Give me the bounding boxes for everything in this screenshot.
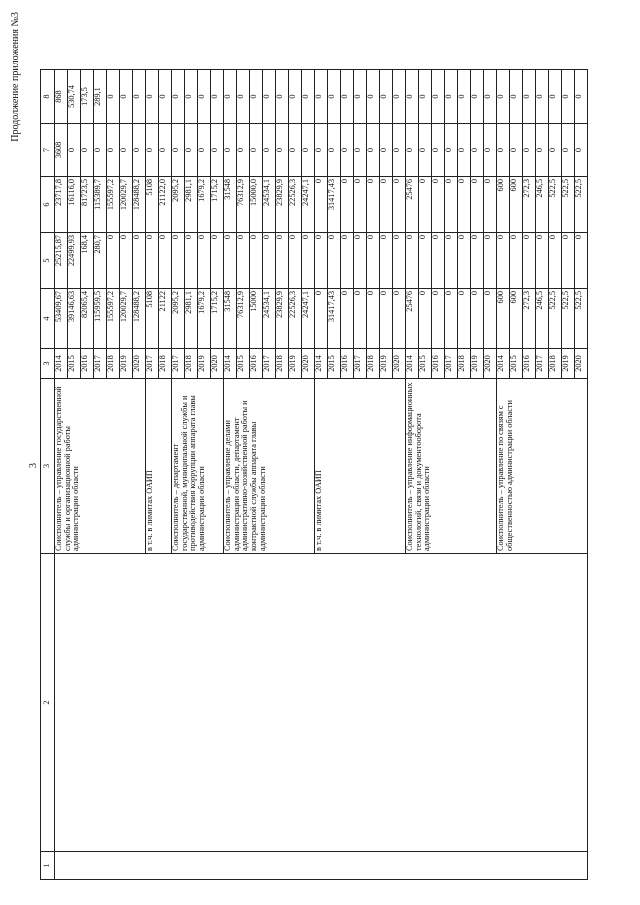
value-cell: 128488,2 [133, 289, 146, 349]
value-cell: 0 [523, 233, 536, 289]
year-cell: 2020 [575, 349, 588, 379]
value-cell: 0 [380, 70, 393, 124]
value-cell: 2981,1 [185, 289, 198, 349]
year-cell: 2014 [224, 349, 237, 379]
value-cell: 53409,67 [55, 289, 68, 349]
value-cell: 0 [458, 289, 471, 349]
value-cell: 0 [419, 124, 432, 177]
year-cell: 2017 [445, 349, 458, 379]
year-cell: 2016 [81, 349, 94, 379]
value-cell: 0 [432, 233, 445, 289]
value-cell: 0 [198, 70, 211, 124]
value-cell: 0 [393, 177, 406, 233]
year-cell: 2019 [120, 349, 133, 379]
value-cell: 0 [159, 124, 172, 177]
value-cell: 21122 [159, 289, 172, 349]
executor-label: в т.ч. в лимитах ОАИП [315, 379, 406, 554]
value-cell: 0 [380, 233, 393, 289]
value-cell: 0 [536, 124, 549, 177]
executor-label: Соисполнитель – департамент государственной, муниципальной службы и противодействия коррупции аппарата главы администрации области [172, 379, 224, 554]
value-cell: 0 [432, 124, 445, 177]
year-cell: 2014 [55, 349, 68, 379]
value-cell: 272,3 [523, 177, 536, 233]
year-cell: 2019 [562, 349, 575, 379]
value-cell: 0 [120, 124, 133, 177]
value-cell: 0 [107, 124, 120, 177]
value-cell: 0 [419, 233, 432, 289]
value-cell: 0 [315, 124, 328, 177]
value-cell: 0 [159, 233, 172, 289]
value-cell: 120029,7 [120, 289, 133, 349]
value-cell: 0 [497, 124, 510, 177]
executor-label: Соисполнитель – управление делами администрации области, департамент административно-хозяйственной работы и контрактной службы аппарата главы администрации области [224, 379, 315, 554]
column-header: 5 [41, 233, 55, 289]
year-cell: 2016 [523, 349, 536, 379]
value-cell: 600 [510, 289, 523, 349]
value-cell: 0 [432, 70, 445, 124]
value-cell: 0 [354, 233, 367, 289]
value-cell: 0 [536, 70, 549, 124]
value-cell: 0 [354, 124, 367, 177]
year-cell: 2017 [263, 349, 276, 379]
value-cell: 0 [419, 177, 432, 233]
year-cell: 2020 [302, 349, 315, 379]
executor-label: в т.ч. в лимитах ОАИП [146, 379, 172, 554]
column-header: 8 [41, 70, 55, 124]
year-cell: 2018 [107, 349, 120, 379]
value-cell: 0 [276, 233, 289, 289]
column-header: 2 [41, 554, 55, 852]
value-cell: 0 [172, 233, 185, 289]
value-cell: 0 [211, 124, 224, 177]
value-cell: 120029,7 [120, 177, 133, 233]
value-cell: 81723,5 [81, 177, 94, 233]
value-cell: 5108 [146, 289, 159, 349]
value-cell: 272,3 [523, 289, 536, 349]
year-cell: 2020 [484, 349, 497, 379]
value-cell: 0 [146, 70, 159, 124]
value-cell: 0 [484, 233, 497, 289]
value-cell: 0 [562, 233, 575, 289]
value-cell: 522,5 [562, 289, 575, 349]
value-cell: 155597,2 [107, 177, 120, 233]
value-cell: 600 [497, 289, 510, 349]
value-cell: 23717,8 [55, 177, 68, 233]
value-cell: 24247,1 [302, 289, 315, 349]
value-cell: 0 [406, 233, 419, 289]
value-cell: 0 [367, 124, 380, 177]
value-cell: 0 [354, 289, 367, 349]
value-cell: 0 [484, 70, 497, 124]
value-cell: 0 [315, 177, 328, 233]
value-cell: 0 [341, 124, 354, 177]
column-header: 3 [41, 379, 55, 554]
value-cell: 0 [484, 124, 497, 177]
year-cell: 2017 [94, 349, 107, 379]
year-cell: 2020 [393, 349, 406, 379]
value-cell: 25476 [406, 177, 419, 233]
value-cell: 0 [393, 233, 406, 289]
value-cell: 31417,43 [328, 177, 341, 233]
column-header: 7 [41, 124, 55, 177]
value-cell: 76312,9 [237, 289, 250, 349]
value-cell: 0 [510, 233, 523, 289]
value-cell: 21122,0 [159, 177, 172, 233]
value-cell: 0 [328, 124, 341, 177]
value-cell: 0 [341, 233, 354, 289]
value-cell: 0 [445, 70, 458, 124]
value-cell: 23829,9 [276, 177, 289, 233]
page-title: Продолжение приложения №3 [10, 12, 21, 142]
year-cell: 2015 [510, 349, 523, 379]
value-cell: 0 [367, 289, 380, 349]
value-cell: 0 [276, 70, 289, 124]
value-cell: 0 [159, 70, 172, 124]
year-cell: 2016 [341, 349, 354, 379]
value-cell: 522,5 [562, 177, 575, 233]
value-cell: 0 [380, 177, 393, 233]
value-cell: 0 [341, 289, 354, 349]
value-cell: 0 [250, 124, 263, 177]
value-cell: 522,5 [575, 177, 588, 233]
value-cell: 0 [575, 124, 588, 177]
value-cell: 0 [302, 70, 315, 124]
year-cell: 2016 [250, 349, 263, 379]
value-cell: 31548 [224, 289, 237, 349]
year-cell: 2017 [536, 349, 549, 379]
value-cell: 0 [263, 124, 276, 177]
value-cell: 168,4 [81, 233, 94, 289]
value-cell: 0 [354, 70, 367, 124]
value-cell: 0 [133, 124, 146, 177]
value-cell: 0 [419, 70, 432, 124]
value-cell: 76312,9 [237, 177, 250, 233]
value-cell: 0 [185, 124, 198, 177]
value-cell: 530,74 [68, 70, 81, 124]
value-cell: 0 [549, 70, 562, 124]
value-cell: 0 [315, 289, 328, 349]
column-header: 6 [41, 177, 55, 233]
year-cell: 2019 [471, 349, 484, 379]
value-cell: 0 [133, 233, 146, 289]
value-cell: 0 [367, 177, 380, 233]
value-cell: 23829,9 [276, 289, 289, 349]
budget-table [40, 69, 588, 880]
value-cell: 5108 [146, 177, 159, 233]
value-cell: 173,5 [81, 70, 94, 124]
value-cell: 0 [393, 289, 406, 349]
value-cell: 0 [523, 124, 536, 177]
value-cell: 0 [107, 70, 120, 124]
value-cell: 0 [302, 124, 315, 177]
value-cell: 0 [484, 289, 497, 349]
value-cell: 0 [380, 289, 393, 349]
value-cell: 0 [198, 233, 211, 289]
executor-label: Соисполнитель – управление государственной службы и организационной работы администрации области [55, 379, 146, 554]
year-cell: 2015 [328, 349, 341, 379]
year-cell: 2015 [419, 349, 432, 379]
value-cell: 3608 [55, 124, 68, 177]
year-cell: 2019 [380, 349, 393, 379]
value-cell: 2095,2 [172, 289, 185, 349]
value-cell: 25476 [406, 289, 419, 349]
value-cell: 0 [211, 70, 224, 124]
value-cell: 0 [458, 70, 471, 124]
value-cell: 22526,3 [289, 177, 302, 233]
value-cell: 15000,0 [250, 177, 263, 233]
value-cell: 0 [146, 233, 159, 289]
value-cell: 0 [536, 233, 549, 289]
value-cell: 0 [445, 289, 458, 349]
value-cell: 280,7 [94, 233, 107, 289]
value-cell: 0 [575, 233, 588, 289]
value-cell: 0 [432, 289, 445, 349]
value-cell: 0 [510, 70, 523, 124]
value-cell: 0 [354, 177, 367, 233]
value-cell: 0 [146, 124, 159, 177]
value-cell: 0 [471, 233, 484, 289]
value-cell: 0 [393, 70, 406, 124]
column-2-cell [55, 554, 588, 852]
value-cell: 0 [471, 70, 484, 124]
value-cell: 0 [237, 124, 250, 177]
value-cell: 0 [94, 124, 107, 177]
year-cell: 2019 [289, 349, 302, 379]
value-cell: 0 [471, 177, 484, 233]
value-cell: 39146,63 [68, 289, 81, 349]
value-cell: 1715,2 [211, 289, 224, 349]
value-cell: 0 [224, 233, 237, 289]
value-cell: 0 [523, 70, 536, 124]
value-cell: 22526,3 [289, 289, 302, 349]
value-cell: 600 [497, 177, 510, 233]
value-cell: 0 [133, 70, 146, 124]
value-cell: 0 [302, 233, 315, 289]
header-row [41, 70, 55, 880]
value-cell: 1715,2 [211, 177, 224, 233]
value-cell: 0 [120, 233, 133, 289]
value-cell: 0 [107, 233, 120, 289]
value-cell: 0 [198, 124, 211, 177]
value-cell: 0 [562, 124, 575, 177]
value-cell: 0 [497, 70, 510, 124]
value-cell: 15000 [250, 289, 263, 349]
year-cell: 2018 [367, 349, 380, 379]
value-cell: 0 [471, 124, 484, 177]
value-cell: 289,1 [94, 70, 107, 124]
value-cell: 0 [120, 70, 133, 124]
value-cell: 0 [185, 233, 198, 289]
value-cell: 24534,1 [263, 289, 276, 349]
value-cell: 22499,93 [68, 233, 81, 289]
value-cell: 0 [172, 70, 185, 124]
value-cell: 0 [185, 70, 198, 124]
value-cell: 31548 [224, 177, 237, 233]
value-cell: 0 [328, 70, 341, 124]
value-cell: 0 [276, 124, 289, 177]
value-cell: 0 [224, 70, 237, 124]
year-cell: 2017 [354, 349, 367, 379]
value-cell: 82065,4 [81, 289, 94, 349]
column-header: 4 [41, 289, 55, 349]
year-cell: 2016 [432, 349, 445, 379]
value-cell: 0 [81, 124, 94, 177]
executor-label: Соисполнитель – управление по связям с общественностью администрации области [497, 379, 588, 554]
value-cell: 0 [328, 233, 341, 289]
year-cell: 2018 [185, 349, 198, 379]
year-cell: 2019 [198, 349, 211, 379]
value-cell: 0 [367, 70, 380, 124]
column-header: 3 [41, 349, 55, 379]
value-cell: 0 [419, 289, 432, 349]
value-cell: 0 [575, 70, 588, 124]
value-cell: 16116,0 [68, 177, 81, 233]
value-cell: 0 [393, 124, 406, 177]
year-cell: 2015 [237, 349, 250, 379]
value-cell: 0 [549, 124, 562, 177]
value-cell: 128488,2 [133, 177, 146, 233]
value-cell: 0 [406, 70, 419, 124]
year-cell: 2020 [133, 349, 146, 379]
year-cell: 2020 [211, 349, 224, 379]
year-cell: 2018 [549, 349, 562, 379]
column-1-cell [55, 852, 588, 880]
value-cell: 155597,2 [107, 289, 120, 349]
value-cell: 0 [224, 124, 237, 177]
value-cell: 0 [315, 233, 328, 289]
value-cell: 0 [211, 233, 224, 289]
value-cell: 1679,2 [198, 289, 211, 349]
value-cell: 0 [341, 177, 354, 233]
value-cell: 522,5 [549, 289, 562, 349]
page-number: 3 [28, 463, 39, 468]
value-cell: 0 [432, 177, 445, 233]
value-cell: 0 [549, 233, 562, 289]
value-cell: 0 [445, 233, 458, 289]
value-cell: 25215,87 [55, 233, 68, 289]
value-cell: 522,5 [549, 177, 562, 233]
value-cell: 0 [497, 233, 510, 289]
value-cell: 0 [406, 124, 419, 177]
value-cell: 0 [458, 177, 471, 233]
value-cell: 0 [250, 233, 263, 289]
value-cell: 1679,2 [198, 177, 211, 233]
value-cell: 0 [458, 233, 471, 289]
value-cell: 0 [237, 70, 250, 124]
value-cell: 115959,5 [94, 289, 107, 349]
value-cell: 0 [484, 177, 497, 233]
year-cell: 2018 [276, 349, 289, 379]
value-cell: 0 [289, 233, 302, 289]
value-cell: 0 [341, 70, 354, 124]
value-cell: 600 [510, 177, 523, 233]
value-cell: 0 [289, 124, 302, 177]
year-cell: 2018 [458, 349, 471, 379]
value-cell: 2981,1 [185, 177, 198, 233]
value-cell: 522,5 [575, 289, 588, 349]
value-cell: 0 [263, 70, 276, 124]
year-cell: 2017 [172, 349, 185, 379]
value-cell: 0 [263, 233, 276, 289]
value-cell: 868 [55, 70, 68, 124]
value-cell: 0 [367, 233, 380, 289]
column-header: 1 [41, 852, 55, 880]
value-cell: 0 [289, 70, 302, 124]
year-cell: 2015 [68, 349, 81, 379]
year-cell: 2017 [146, 349, 159, 379]
value-cell: 0 [172, 124, 185, 177]
value-cell: 0 [458, 124, 471, 177]
value-cell: 24247,1 [302, 177, 315, 233]
value-cell: 0 [68, 124, 81, 177]
value-cell: 0 [315, 70, 328, 124]
value-cell: 0 [250, 70, 263, 124]
year-cell: 2014 [497, 349, 510, 379]
value-cell: 0 [237, 233, 250, 289]
value-cell: 0 [445, 177, 458, 233]
value-cell: 0 [380, 124, 393, 177]
value-cell: 115389,7 [94, 177, 107, 233]
year-cell: 2014 [315, 349, 328, 379]
value-cell: 2095,2 [172, 177, 185, 233]
year-cell: 2018 [159, 349, 172, 379]
value-cell: 0 [471, 289, 484, 349]
value-cell: 0 [510, 124, 523, 177]
value-cell: 246,5 [536, 289, 549, 349]
executor-label: Соисполнитель – управление информационных технологий, связи и документооборота администрации области [406, 379, 497, 554]
value-cell: 246,5 [536, 177, 549, 233]
table-row [55, 70, 68, 880]
value-cell: 0 [445, 124, 458, 177]
value-cell: 24534,1 [263, 177, 276, 233]
value-cell: 0 [562, 70, 575, 124]
value-cell: 31417,43 [328, 289, 341, 349]
year-cell: 2014 [406, 349, 419, 379]
